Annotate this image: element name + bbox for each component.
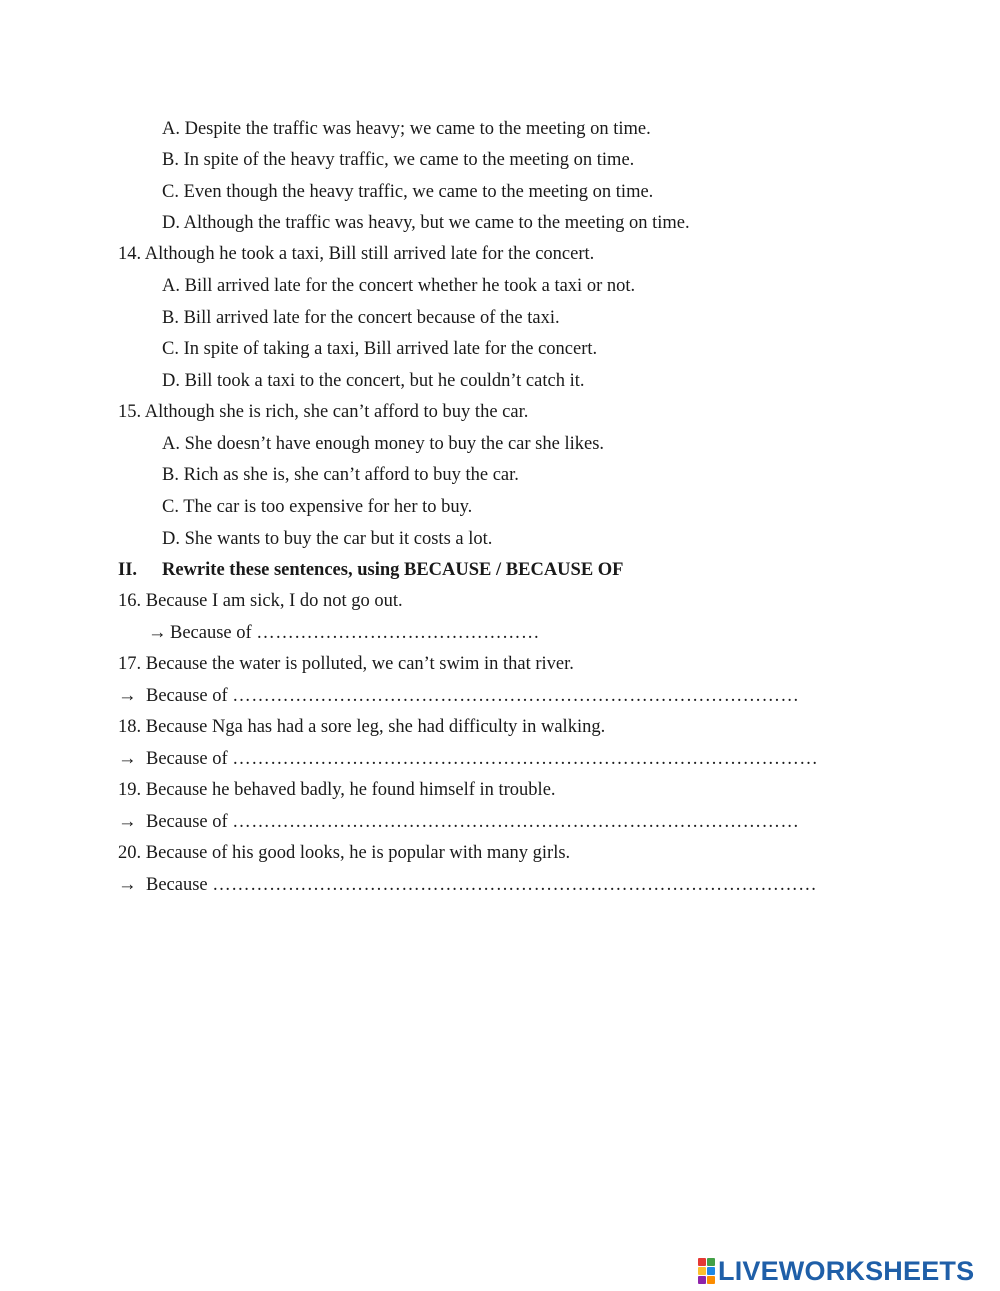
section-number: II. <box>118 560 138 580</box>
q15-option-d: D. She wants to buy the car but it costs a lot. <box>162 529 493 549</box>
q16-answer-blank[interactable]: ……………………………………… <box>256 623 540 643</box>
q13-option-a: A. Despite the traffic was heavy; we came to the meeting on time. <box>162 119 651 139</box>
q18-answer-prefix: Because of <box>146 749 228 769</box>
q13-option-c: C. Even though the heavy traffic, we came to the meeting on time. <box>162 182 654 202</box>
q13-option-b: B. In spite of the heavy traffic, we came to the meeting on time. <box>162 150 635 170</box>
q15-option-a: A. She doesn’t have enough money to buy the car she likes. <box>162 434 605 454</box>
q19-question: 19. Because he behaved badly, he found himself in trouble. <box>118 780 556 800</box>
logo-blocks-icon <box>698 1258 715 1284</box>
logo-block <box>698 1276 706 1284</box>
q20-question: 20. Because of his good looks, he is popular with many girls. <box>118 843 571 863</box>
logo-block <box>698 1258 706 1266</box>
arrow-right-icon: → <box>118 749 137 769</box>
arrow-right-icon: → <box>118 812 137 832</box>
logo-block <box>707 1267 715 1275</box>
logo-block <box>707 1276 715 1284</box>
q14-option-a: A. Bill arrived late for the concert whether he took a taxi or not. <box>162 276 636 296</box>
q13-option-d: D. Although the traffic was heavy, but we came to the meeting on time. <box>162 213 690 233</box>
q18-answer-line[interactable] <box>118 748 818 770</box>
section-title: Rewrite these sentences, using BECAUSE / BECAUSE OF <box>162 560 624 580</box>
q14-option-d: D. Bill took a taxi to the concert, but he couldn’t catch it. <box>162 371 585 391</box>
arrow-right-icon: → <box>118 875 137 895</box>
q20-answer-prefix: Because <box>146 875 208 895</box>
logo-text: LIVEWORKSHEETS <box>718 1255 975 1286</box>
q20-answer-line[interactable] <box>118 874 817 896</box>
q19-answer-prefix: Because of <box>146 812 228 832</box>
q17-answer-prefix: Because of <box>146 686 228 706</box>
q19-answer-line[interactable] <box>118 811 799 833</box>
liveworksheets-logo <box>698 1256 974 1286</box>
q15-option-c: C. The car is too expensive for her to buy. <box>162 497 473 517</box>
q18-question: 18. Because Nga has had a sore leg, she had difficulty in walking. <box>118 717 606 737</box>
q14-question: 14. Although he took a taxi, Bill still arrived late for the concert. <box>118 244 595 264</box>
q16-answer-prefix: Because of <box>170 623 252 643</box>
q20-answer-blank[interactable]: …………………………………………………………………………………… <box>212 875 818 895</box>
q19-answer-blank[interactable]: ……………………………………………………………………………… <box>232 812 800 832</box>
section-heading <box>118 559 623 581</box>
q14-option-c: C. In spite of taking a taxi, Bill arrived late for the concert. <box>162 339 598 359</box>
q15-question: 15. Although she is rich, she can’t afford to buy the car. <box>118 402 529 422</box>
q14-option-b: B. Bill arrived late for the concert because of the taxi. <box>162 308 560 328</box>
logo-block <box>698 1267 706 1275</box>
q15-option-b: B. Rich as she is, she can’t afford to buy the car. <box>162 465 519 485</box>
q17-question: 17. Because the water is polluted, we can’t swim in that river. <box>118 654 574 674</box>
arrow-right-icon: → <box>148 623 167 643</box>
q17-answer-blank[interactable]: ……………………………………………………………………………… <box>232 686 800 706</box>
q16-answer-line[interactable] <box>148 622 540 644</box>
q16-question: 16. Because I am sick, I do not go out. <box>118 591 403 611</box>
arrow-right-icon: → <box>118 686 137 706</box>
q18-answer-blank[interactable]: ………………………………………………………………………………… <box>232 749 819 769</box>
logo-block <box>707 1258 715 1266</box>
q17-answer-line[interactable] <box>118 685 799 707</box>
